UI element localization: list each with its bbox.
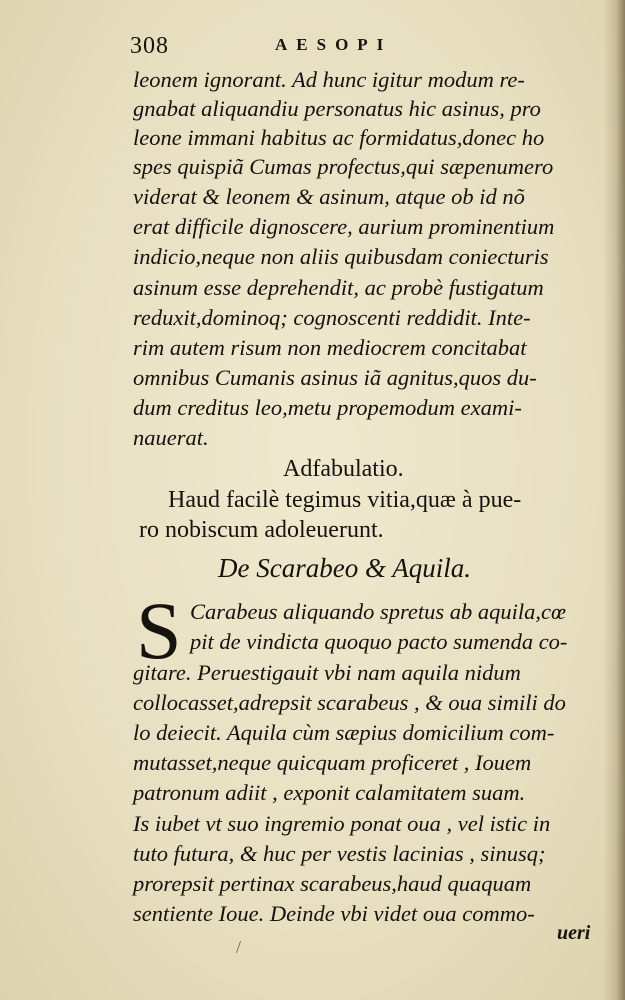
body-line: omnibus Cumanis asinus iã agnitus,quos du- <box>133 365 537 390</box>
fable-line: Carabeus aliquando spretus ab aquila,cœ <box>190 599 567 624</box>
page-number: 308 <box>130 33 169 59</box>
body-line: reduxit,dominoq; cognoscenti reddidit. Inte- <box>133 305 531 330</box>
fable-line: mutasset,neque quicquam proficeret , Iouem <box>133 750 532 775</box>
body-line: leonem ignorant. Ad hunc igitur modum re- <box>133 67 525 92</box>
body-line: gnabat aliquandiu personatus hic asinus, pro <box>133 96 541 121</box>
fable-line: gitare. Peruestigauit vbi nam aquila nidum <box>133 660 521 685</box>
fable-line: collocasset,adrepsit scarabeus , & oua simili do <box>133 690 566 715</box>
body-line: erat difficile dignoscere, aurium prominentium <box>133 214 555 239</box>
fable-line: pit de vindicta quoquo pacto sumenda co- <box>190 629 568 654</box>
fable-line: sentiente Ioue. Deinde vbi videt oua commo- <box>133 901 535 926</box>
moral-line: Haud facilè tegimus vitia,quæ à pue- <box>168 487 522 513</box>
body-line: asinum esse deprehendit, ac probè fustigatum <box>133 275 544 300</box>
fable-line: patronum adiit , exponit calamitatem suam. <box>133 780 526 805</box>
moral-line: ro nobiscum adoleuerunt. <box>139 517 384 543</box>
margin-mark: / <box>236 937 242 957</box>
fable-line: prorepsit pertinax scarabeus,haud quaquam <box>133 871 532 896</box>
fable-line: lo deiecit. Aquila cùm sæpius domicilium com- <box>133 720 555 745</box>
body-line: dum creditus leo,metu propemodum exami- <box>133 395 522 420</box>
catchword: ueri <box>557 922 591 944</box>
body-line: indicio,neque non aliis quibusdam coniecturis <box>133 244 549 269</box>
fable-line: Is iubet vt suo ingremio ponat oua , vel istic in <box>133 811 551 836</box>
dropcap-letter: S <box>136 585 182 676</box>
body-line: rim autem risum non mediocrem concitabat <box>133 335 527 360</box>
affabulatio-label: Adfabulatio. <box>283 456 404 482</box>
fable-line: tuto futura, & huc per vestis lacinias , sinusq; <box>133 841 546 866</box>
fable-title: De Scarabeo & Aquila. <box>218 553 471 583</box>
body-line: viderat & leonem & asinum, atque ob id nõ <box>133 184 525 209</box>
body-line: leone immani habitus ac formidatus,donec ho <box>133 125 545 150</box>
running-head: AESOPI <box>275 35 393 54</box>
page-header <box>130 33 600 63</box>
body-line: spes quispiã Cumas profectus,qui sæpenumero <box>133 154 554 179</box>
body-line: nauerat. <box>133 425 209 450</box>
